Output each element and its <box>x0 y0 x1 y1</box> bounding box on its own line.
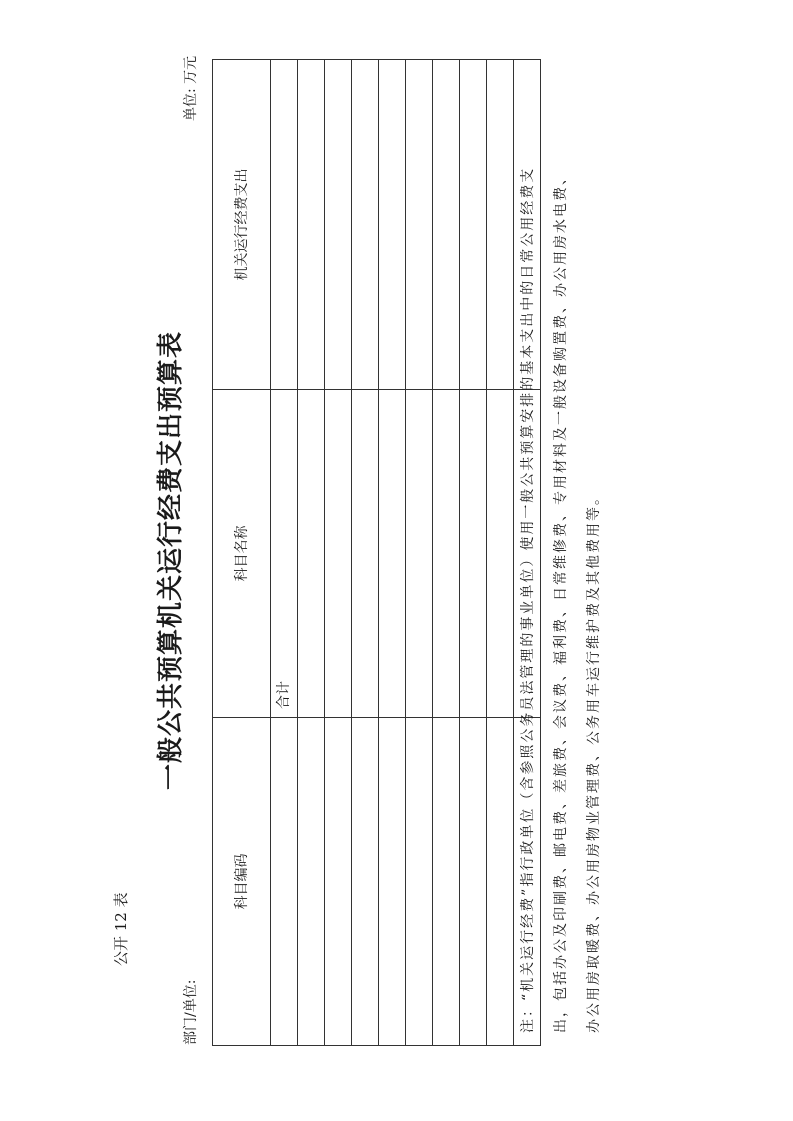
cell-code <box>298 718 325 1046</box>
cell-name <box>406 390 433 718</box>
cell-name <box>298 390 325 718</box>
cell-name <box>325 390 352 718</box>
budget-table <box>212 59 541 1046</box>
table-row <box>406 60 433 1046</box>
cell-amount <box>379 60 406 390</box>
cell-amount <box>487 60 514 390</box>
cell-amount <box>271 60 298 390</box>
cell-code <box>352 718 379 1046</box>
footnote-line: 注：“机关运行经费”指行政单位（含参照公务员法管理的事业单位）使用一般公共预算安排的基本支出中的日常公用经费支 <box>520 166 536 1033</box>
table-row <box>487 60 514 1046</box>
column-header-expense: 机关运行经费支出 <box>213 60 271 390</box>
cell-amount <box>406 60 433 390</box>
cell-name <box>460 390 487 718</box>
cell-name <box>433 390 460 718</box>
department-label: 部门/单位: <box>183 979 199 1045</box>
cell-amount <box>325 60 352 390</box>
column-header-name: 科目名称 <box>213 390 271 718</box>
form-number: 公开 12 表 <box>112 892 130 966</box>
cell-code <box>379 718 406 1046</box>
table-row <box>433 60 460 1046</box>
page-title: 一般公共预算机关运行经费支出预算表 <box>156 331 186 791</box>
cell-amount <box>298 60 325 390</box>
table-row <box>271 60 298 1046</box>
cell-code <box>487 718 514 1046</box>
cell-code <box>325 718 352 1046</box>
table-row <box>379 60 406 1046</box>
cell-name: 合计 <box>271 390 298 718</box>
unit-label: 单位: 万元 <box>183 55 199 121</box>
cell-name <box>379 390 406 718</box>
table-row <box>352 60 379 1046</box>
table-row <box>325 60 352 1046</box>
footnote <box>512 83 611 1033</box>
cell-name <box>352 390 379 718</box>
cell-code <box>271 718 298 1046</box>
cell-code <box>460 718 487 1046</box>
table-row <box>298 60 325 1046</box>
cell-amount <box>352 60 379 390</box>
footnote-line: 出，包括办公及印刷费、邮电费、差旅费、会议费、福利费、日常维修费、专用材料及一般设备购置费、办公用房水电费、 <box>553 169 569 1033</box>
footnote-line: 办公用房取暖费、办公用房物业管理费、公务用车运行维护费及其他费用等。 <box>586 489 602 1033</box>
table-header-row <box>213 60 271 1046</box>
cell-name <box>487 390 514 718</box>
table-row <box>460 60 487 1046</box>
cell-code <box>433 718 460 1046</box>
column-header-code: 科目编码 <box>213 718 271 1046</box>
cell-amount <box>433 60 460 390</box>
cell-code <box>406 718 433 1046</box>
cell-amount <box>460 60 487 390</box>
